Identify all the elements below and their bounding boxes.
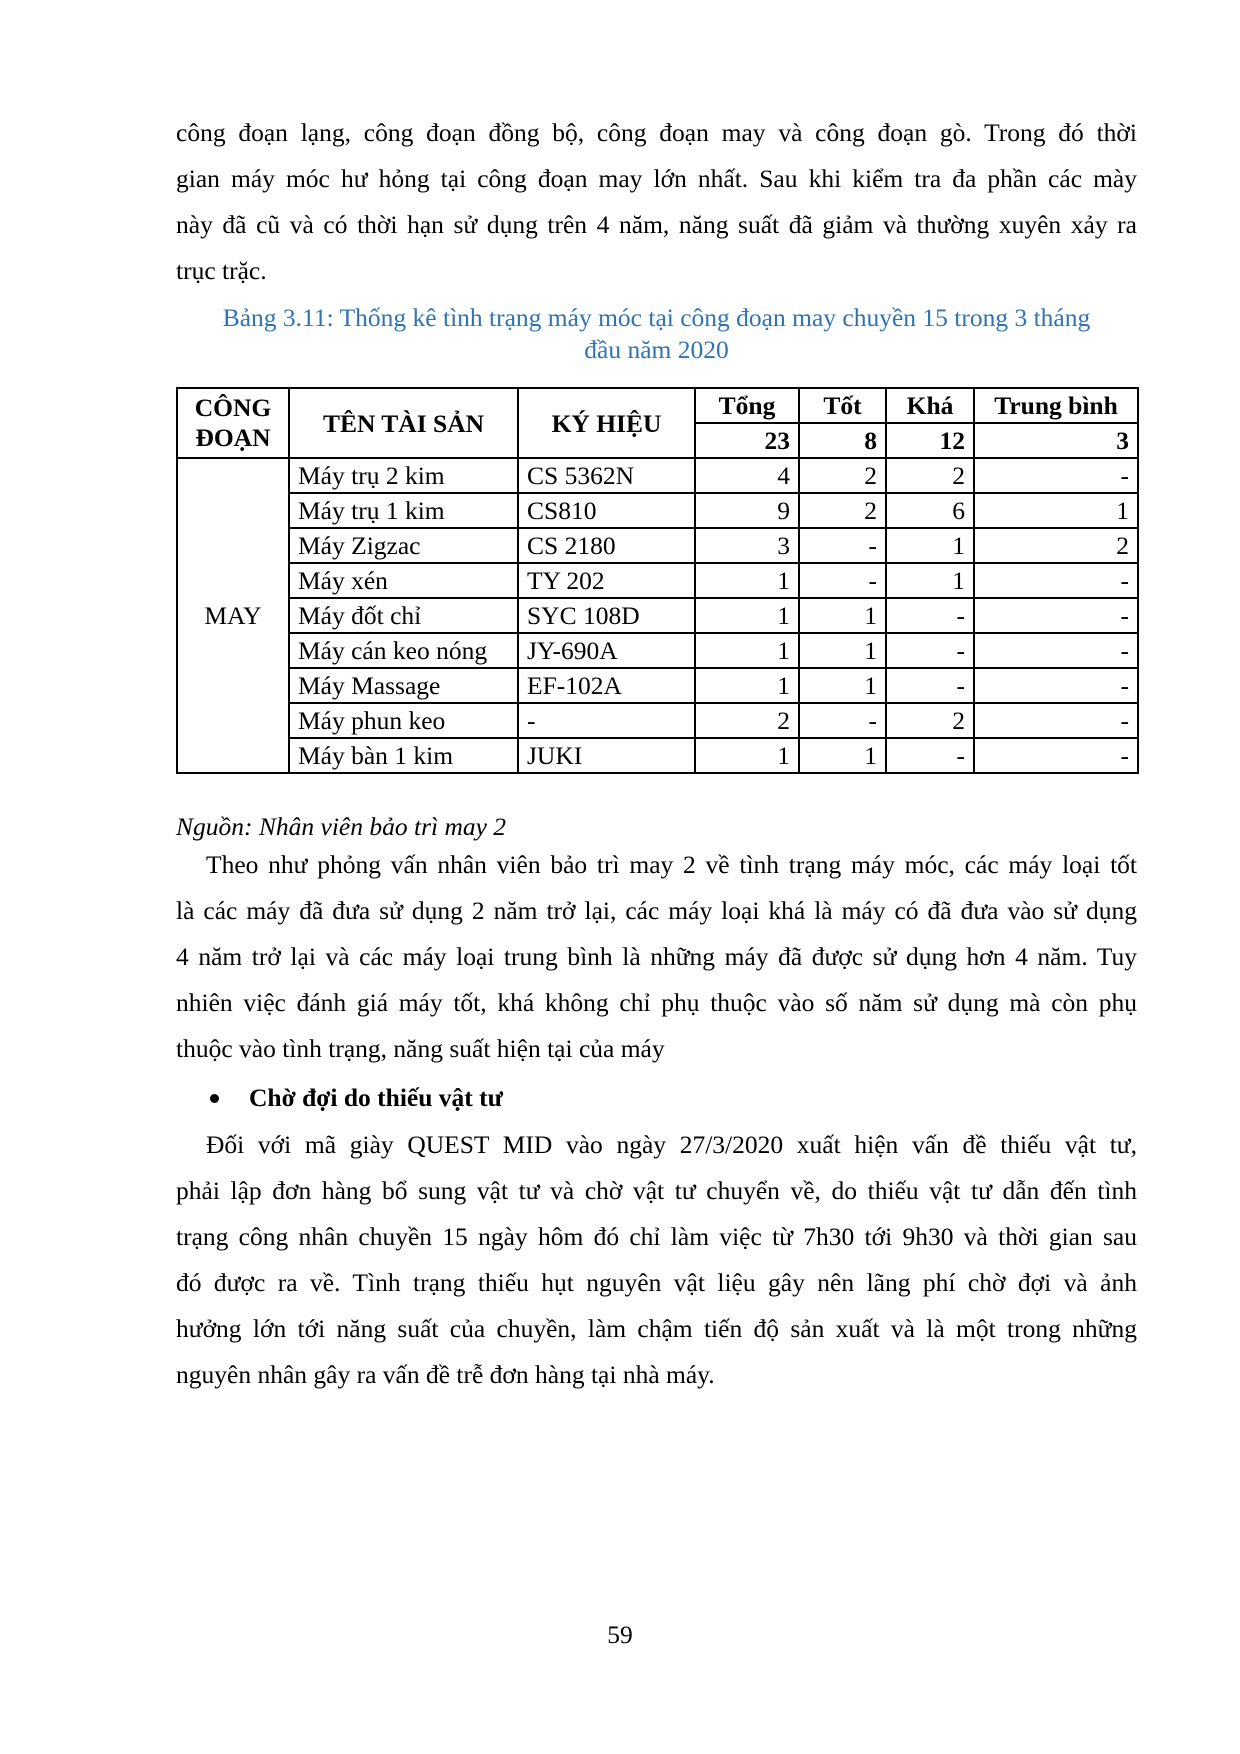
paragraph3-line-6: nguyên nhân gây ra vấn đề trễ đơn hàng tại nhà máy. bbox=[176, 1360, 715, 1389]
page-number: 59 bbox=[607, 1620, 633, 1649]
asset-good: 1 bbox=[799, 598, 886, 633]
asset-good: 1 bbox=[799, 633, 886, 668]
paragraph3-line-4: đó được ra về. Tình trạng thiếu hụt nguyên vật liệu gây nên lãng phí chờ đợi và ảnh bbox=[176, 1268, 1137, 1297]
asset-average: 2 bbox=[974, 528, 1138, 563]
asset-fair: - bbox=[886, 738, 974, 773]
asset-average: - bbox=[974, 563, 1138, 598]
intro-line-4: trục trặc. bbox=[176, 256, 267, 285]
asset-fair: 1 bbox=[886, 528, 974, 563]
paragraph3-line-5: hưởng lớn tới năng suất của chuyền, làm chậm tiến độ sản xuất và là một trong những bbox=[176, 1314, 1137, 1343]
asset-code: EF-102A bbox=[518, 668, 695, 703]
table-caption-line-2: đầu năm 2020 bbox=[584, 335, 729, 364]
asset-code: CS 5362N bbox=[518, 458, 695, 493]
asset-total: 1 bbox=[695, 738, 799, 773]
machine-status-table bbox=[176, 387, 1139, 774]
table-row bbox=[177, 528, 1138, 563]
asset-total: 9 bbox=[695, 493, 799, 528]
asset-average: - bbox=[974, 458, 1138, 493]
header-fair: Khá bbox=[886, 388, 974, 423]
intro-line-2: gian máy móc hư hỏng tại công đoạn may lớn nhất. Sau khi kiểm tra đa phần các mày bbox=[176, 164, 1137, 193]
asset-fair: 6 bbox=[886, 493, 974, 528]
table-row bbox=[177, 493, 1138, 528]
asset-good: 1 bbox=[799, 738, 886, 773]
bullet-heading-text: Chờ đợi do thiếu vật tư bbox=[249, 1083, 503, 1112]
asset-code: CS 2180 bbox=[518, 528, 695, 563]
asset-good: - bbox=[799, 528, 886, 563]
asset-good: 2 bbox=[799, 493, 886, 528]
paragraph2-line-1: Theo như phỏng vấn nhân viên bảo trì may 2 về tình trạng máy móc, các máy loại tốt bbox=[206, 850, 1137, 879]
bullet-icon bbox=[210, 1094, 219, 1103]
asset-fair: - bbox=[886, 668, 974, 703]
asset-good: - bbox=[799, 563, 886, 598]
asset-code: JY-690A bbox=[518, 633, 695, 668]
asset-name: Máy xén bbox=[289, 563, 518, 598]
asset-code: TY 202 bbox=[518, 563, 695, 598]
asset-fair: 1 bbox=[886, 563, 974, 598]
asset-name: Máy Zigzac bbox=[289, 528, 518, 563]
asset-fair: 2 bbox=[886, 458, 974, 493]
table-row bbox=[177, 703, 1138, 738]
header-stage: CÔNG ĐOẠN bbox=[177, 388, 289, 458]
table-row bbox=[177, 598, 1138, 633]
table-row bbox=[177, 738, 1138, 773]
stage-cell: MAY bbox=[177, 458, 289, 773]
asset-name: Máy bàn 1 kim bbox=[289, 738, 518, 773]
asset-code: JUKI bbox=[518, 738, 695, 773]
asset-total: 1 bbox=[695, 633, 799, 668]
table-row bbox=[177, 633, 1138, 668]
table-row bbox=[177, 668, 1138, 703]
paragraph2-line-4: nhiên việc đánh giá máy tốt, khá không chỉ phụ thuộc vào số năm sử dụng mà còn phụ bbox=[176, 988, 1137, 1017]
header-average: Trung bình bbox=[974, 388, 1138, 423]
asset-fair: - bbox=[886, 598, 974, 633]
header-asset-name: TÊN TÀI SẢN bbox=[289, 388, 518, 458]
header-total: Tổng bbox=[695, 388, 799, 423]
asset-average: - bbox=[974, 633, 1138, 668]
asset-total: 3 bbox=[695, 528, 799, 563]
paragraph2-line-3: 4 năm trở lại và các máy loại trung bình là những máy đã được sử dụng hơn 4 năm. Tuy bbox=[176, 942, 1137, 971]
asset-average: - bbox=[974, 703, 1138, 738]
header-code: KÝ HIỆU bbox=[518, 388, 695, 458]
table-caption-line-1: Bảng 3.11: Thống kê tình trạng máy móc tại công đoạn may chuyền 15 trong 3 tháng bbox=[222, 303, 1091, 332]
asset-average: - bbox=[974, 738, 1138, 773]
asset-name: Máy đốt chỉ bbox=[289, 598, 518, 633]
asset-name: Máy cán keo nóng bbox=[289, 633, 518, 668]
good-count: 8 bbox=[799, 423, 886, 458]
asset-total: 4 bbox=[695, 458, 799, 493]
asset-good: 1 bbox=[799, 668, 886, 703]
bullet-heading bbox=[210, 1083, 503, 1113]
total-count: 23 bbox=[695, 423, 799, 458]
paragraph2-line-5: thuộc vào tình trạng, năng suất hiện tại của máy bbox=[176, 1034, 665, 1063]
asset-average: 1 bbox=[974, 493, 1138, 528]
asset-fair: - bbox=[886, 633, 974, 668]
average-count: 3 bbox=[974, 423, 1138, 458]
header-good: Tốt bbox=[799, 388, 886, 423]
asset-average: - bbox=[974, 668, 1138, 703]
asset-average: - bbox=[974, 598, 1138, 633]
asset-fair: 2 bbox=[886, 703, 974, 738]
table-header-row bbox=[177, 388, 1138, 423]
asset-total: 2 bbox=[695, 703, 799, 738]
asset-name: Máy trụ 1 kim bbox=[289, 493, 518, 528]
table-row bbox=[177, 563, 1138, 598]
asset-total: 1 bbox=[695, 563, 799, 598]
asset-code: CS810 bbox=[518, 493, 695, 528]
table-row bbox=[177, 458, 1138, 493]
intro-line-1: công đoạn lạng, công đoạn đồng bộ, công đoạn may và công đoạn gò. Trong đó thời bbox=[176, 118, 1137, 147]
asset-code: - bbox=[518, 703, 695, 738]
asset-name: Máy phun keo bbox=[289, 703, 518, 738]
fair-count: 12 bbox=[886, 423, 974, 458]
asset-name: Máy Massage bbox=[289, 668, 518, 703]
paragraph2-line-2: là các máy đã đưa sử dụng 2 năm trở lại, các máy loại khá là máy có đã đưa vào sử dụng bbox=[176, 896, 1137, 925]
asset-code: SYC 108D bbox=[518, 598, 695, 633]
asset-total: 1 bbox=[695, 668, 799, 703]
asset-good: - bbox=[799, 703, 886, 738]
intro-line-3: này đã cũ và có thời hạn sử dụng trên 4 năm, năng suất đã giảm và thường xuyên xảy ra bbox=[176, 210, 1137, 239]
paragraph3-line-2: phải lập đơn hàng bổ sung vật tư và chờ vật tư chuyển về, do thiếu vật tư dẫn đến tình bbox=[176, 1176, 1137, 1205]
asset-good: 2 bbox=[799, 458, 886, 493]
paragraph3-line-1: Đối với mã giày QUEST MID vào ngày 27/3/2020 xuất hiện vấn đề thiếu vật tư, bbox=[206, 1130, 1137, 1159]
paragraph3-line-3: trạng công nhân chuyền 15 ngày hôm đó chỉ làm việc từ 7h30 tới 9h30 và thời gian sau bbox=[176, 1222, 1137, 1251]
asset-total: 1 bbox=[695, 598, 799, 633]
table-source: Nguồn: Nhân viên bảo trì may 2 bbox=[176, 812, 507, 841]
asset-name: Máy trụ 2 kim bbox=[289, 458, 518, 493]
